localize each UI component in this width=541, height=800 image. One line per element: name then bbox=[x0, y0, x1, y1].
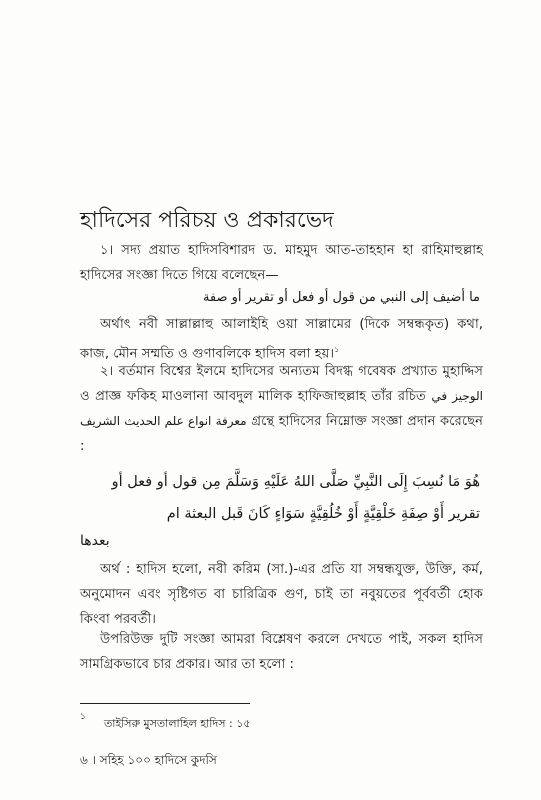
paragraph-translation: অর্থ : হাদিস হলো, নবী করিম (সা.)-এর প্রতি যা সম্বন্ধযুক্ত, উক্তি, কর্ম, অনুমোদন এবং সৃষ্টিগত বা চারিত্রিক গুণ, চাই তা নবুয়তের পূর্ববর্তী হোক কিংবা পরবর্তী। bbox=[80, 562, 483, 627]
arabic-definition-2-line-3 bbox=[80, 533, 110, 549]
paragraph-explanation-1-text: অর্থাৎ নবী সাল্লাল্লাহু আলাইহি ওয়া সাল্লামের (দিকে সম্বন্ধকৃত) কথা, কাজ, মৌন সম্মতি ও গুণাবলিকে হাদিস বলা হয়। bbox=[80, 317, 483, 362]
arabic-definition-2-line-2: تقرير أَوْ صِفَةِ خَلْقِيَّةٍ أَوْ خُلُقِيَّةٍ سَوَاءٍ كَانَ قَبل البعثة ام bbox=[166, 506, 480, 522]
paragraph-definition-2-after: গ্রন্থে হাদিসের নিম্নোক্ত সংজ্ঞা প্রদান করেছেন : bbox=[80, 414, 483, 454]
arabic-definition-1: ما أضيف إلى النبي من قول أو فعل أو تقرير أو صفة bbox=[202, 290, 480, 305]
footnote-divider bbox=[80, 703, 250, 704]
footnote-reference: ১ bbox=[334, 345, 340, 354]
paragraph-conclusion: উপরিউক্ত দুটি সংজ্ঞা আমরা বিশ্লেষণ করলে দেখতে পাই, সকল হাদিস সামগ্রিকভাবে চার প্রকার। আর তা হলো : bbox=[80, 632, 483, 672]
footnote-text: তাইসিরু মুসতালাহিল হাদিস : ১৫ bbox=[104, 717, 251, 730]
arabic-definition-2-line-3-text: بعدها bbox=[80, 533, 110, 549]
paragraph-definition-2 bbox=[80, 359, 483, 459]
paragraph-definition-1: ১। সদ্য প্রয়াত হাদিসবিশারদ ড. মাহমুদ আত-তাহহান হা রাহিমাহুল্লাহ হাদিসের সংজ্ঞা দিতে গিয়ে বলেছেন— bbox=[80, 243, 483, 283]
book-title-arabic: الوجيز في معرفة انواع علم الحديث الشريف bbox=[80, 389, 483, 428]
arabic-definition-2-line-1: هُوَ مَا نُسِبَ إِلَى النَّبِيِّ صَلَّى اللهُ عَلَيْهِ وَسَلَّمَ مِن قول أو فعل أو bbox=[111, 474, 480, 490]
footnote-marker: ১ bbox=[80, 712, 86, 722]
paragraph-definition-2-before: ২। বর্তমান বিশ্বের ইলমে হাদিসের অন্যতম বিদগ্ধ গবেষক প্রখ্যাত মুহাদ্দিস ও প্রাজ্ঞ ফকিহ মাওলানা আবদুল মালিক হাফিজাহুল্লাহ তাঁর রচিত bbox=[80, 364, 483, 404]
page-folio: ৬ । সহিহ ১০০ হাদিসে কুদসি bbox=[80, 753, 217, 767]
section-heading: হাদিসের পরিচয় ও প্রকারভেদ bbox=[80, 208, 334, 233]
